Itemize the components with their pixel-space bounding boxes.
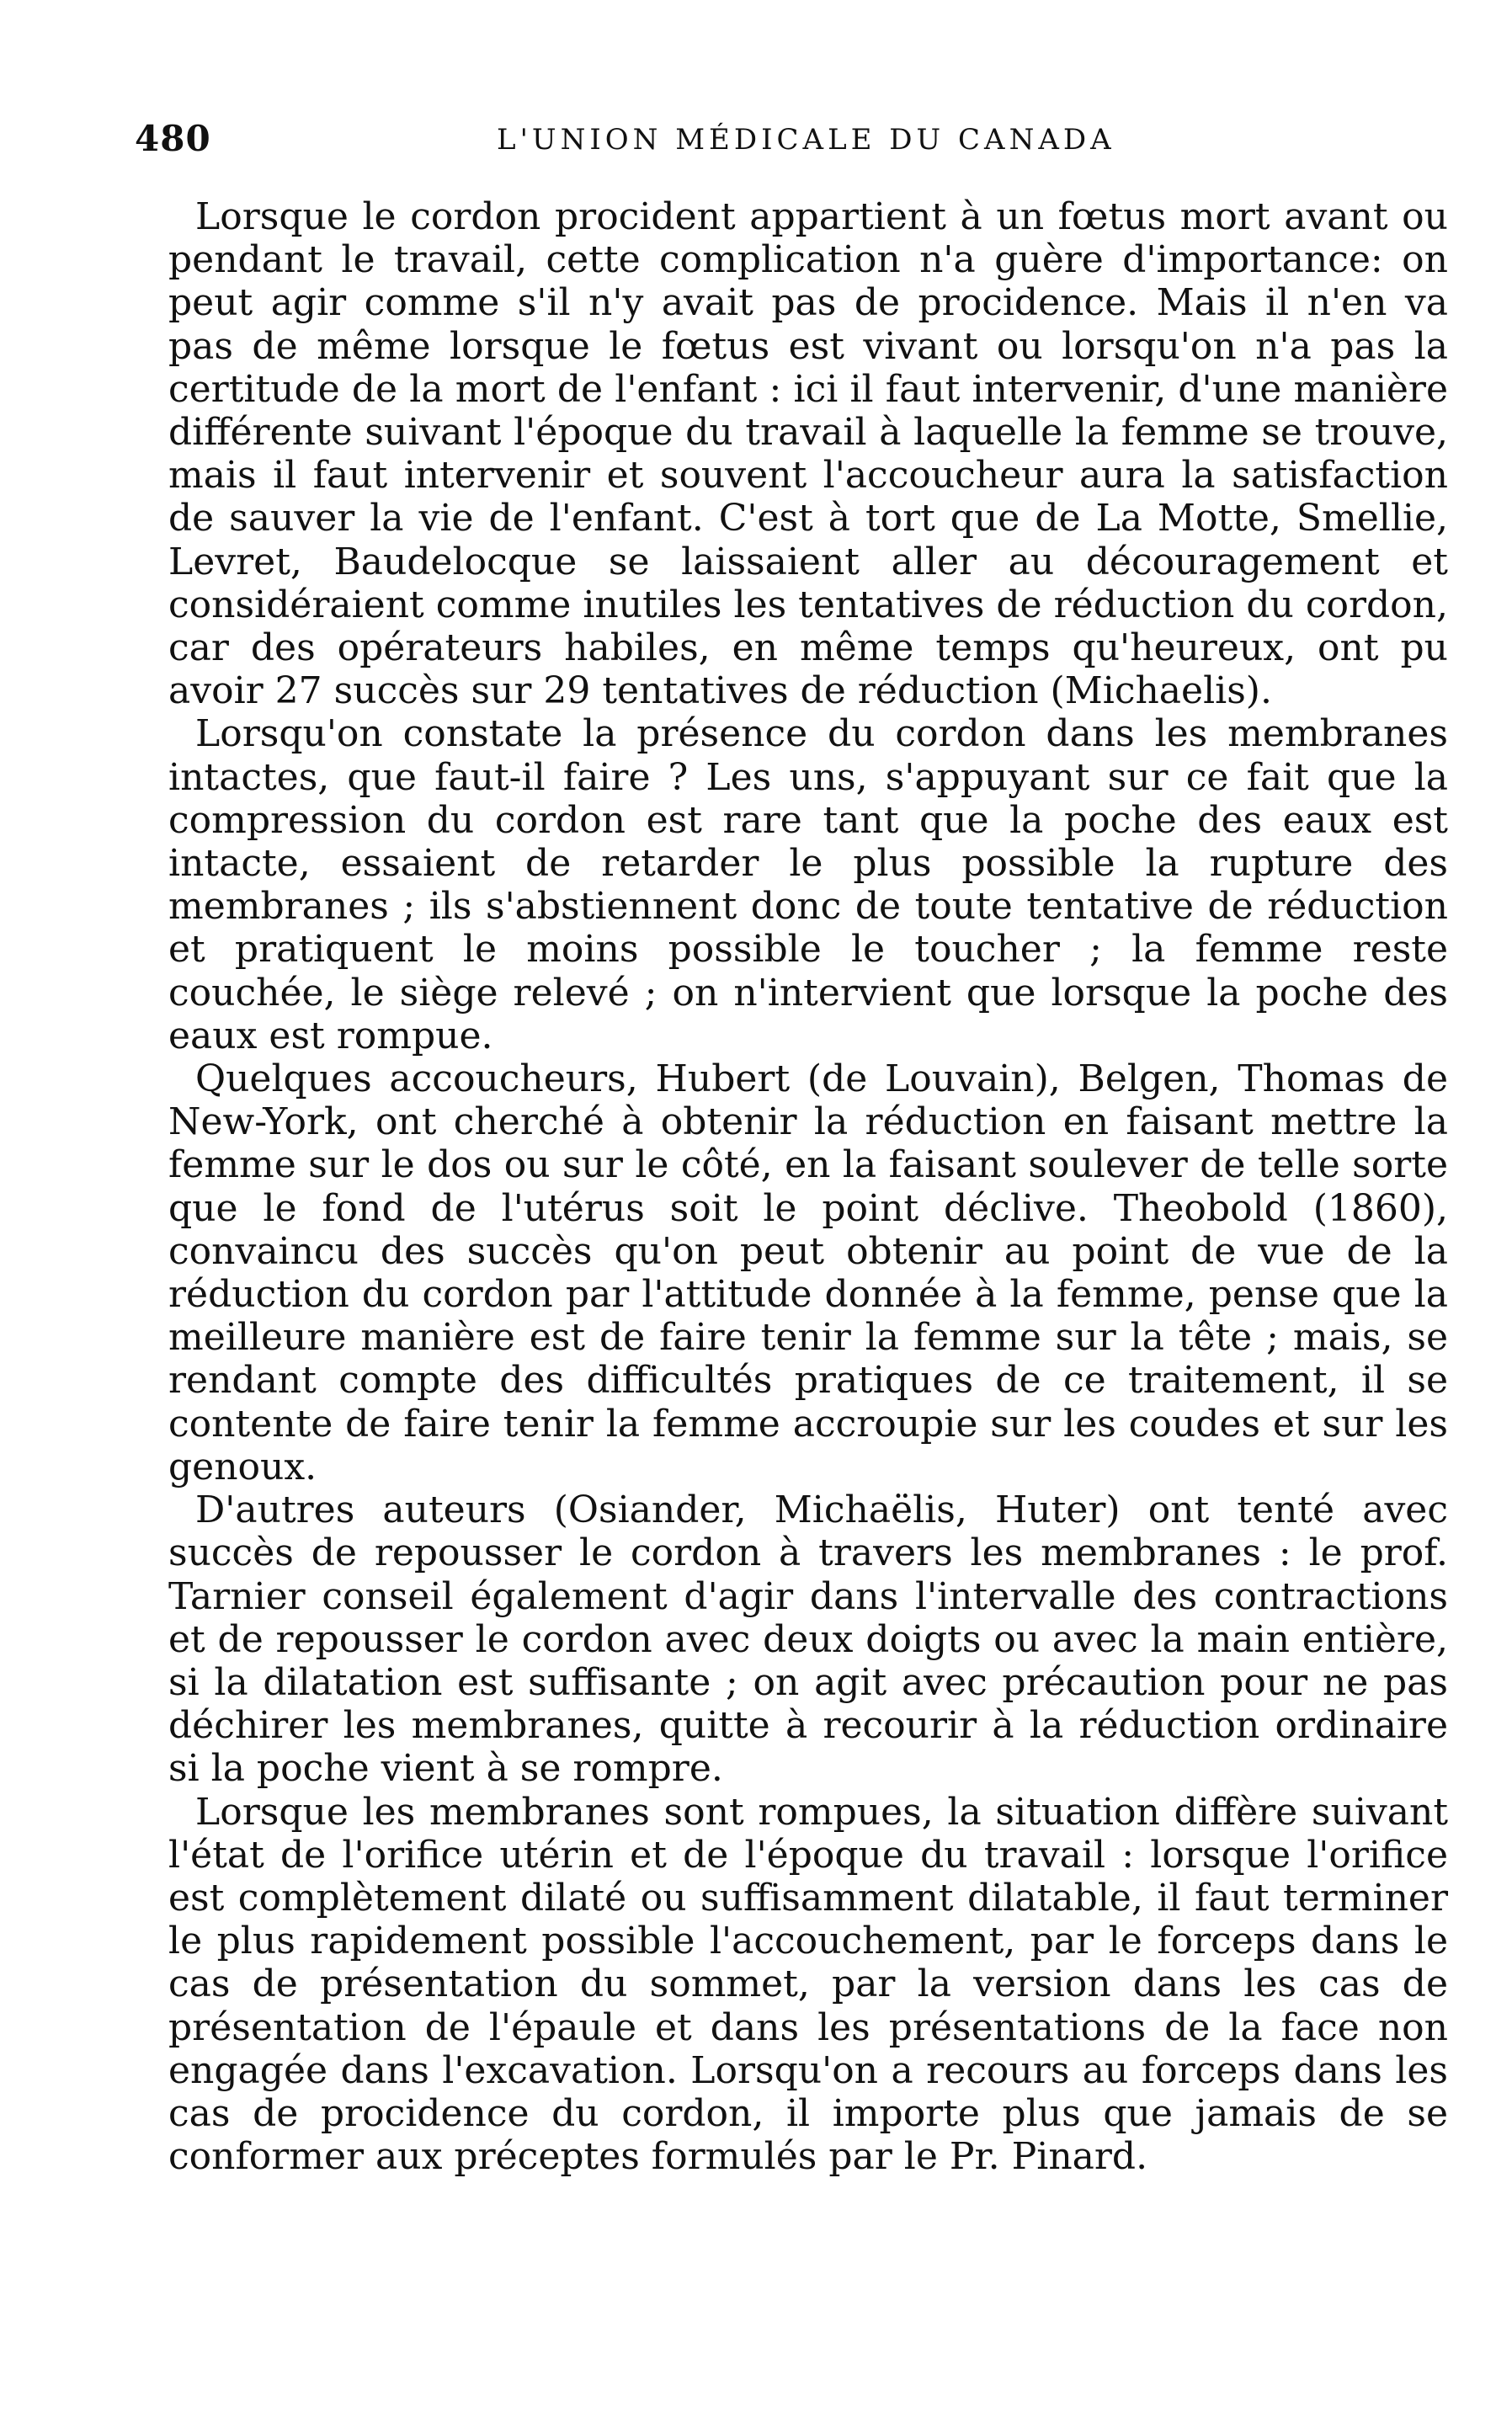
paragraph-5: Lorsque les membranes sont rompues, la situation diffère suivant l'état de l'orifice utérin et de l'époque du travail : lorsque l'orifice est complètement dilaté ou suffisamment dilatable, il faut terminer le plus rapidement possible l'accouchement, par le forceps dans le cas de présentation du sommet, par la version dans les cas de présentation de l'épaule et dans les présentations de la face non engagée dans l'excavation. Lorsqu'on a recours au forceps dans les cas de procidence du cordon, il importe plus que jamais de se conformer aux préceptes formulés par le Pr. Pinard. [168,1790,1448,2179]
page-number: 480 [135,118,211,159]
paragraph-3: Quelques accoucheurs, Hubert (de Louvain), Belgen, Thomas de New-York, ont cherché à obtenir la réduction en faisant mettre la femme sur le dos ou sur le côté, en la faisant soulever de telle sorte que le fond de l'utérus soit le point déclive. Theobold (1860), convaincu des succès qu'on peut obtenir au point de vue de la réduction du cordon par l'attitude donnée à la femme, pense que la meilleure manière est de faire tenir la femme sur la tête ; mais, se rendant compte des difficultés pratiques de ce traitement, il se contente de faire tenir la femme accroupie sur les coudes et sur les genoux. [168,1057,1448,1488]
body-text [168,195,1448,2178]
paragraph-1: Lorsque le cordon procident appartient à un fœtus mort avant ou pendant le travail, cette complication n'a guère d'importance: on peut agir comme s'il n'y avait pas de procidence. Mais il n'en va pas de même lorsque le fœtus est vivant ou lorsqu'on n'a pas la certitude de la mort de l'enfant : ici il faut intervenir, d'une manière différente suivant l'époque du travail à laquelle la femme se trouve, mais il faut intervenir et souvent l'accoucheur aura la satisfaction de sauver la vie de l'enfant. C'est à tort que de La Motte, Smellie, Levret, Baudelocque se laissaient aller au découragement et considéraient comme inutiles les tentatives de réduction du cordon, car des opérateurs habiles, en même temps qu'heureux, ont pu avoir 27 succès sur 29 tentatives de réduction (Michaelis). [168,195,1448,713]
paragraph-2: Lorsqu'on constate la présence du cordon dans les membranes intactes, que faut-il faire ? Les uns, s'appuyant sur ce fait que la compression du cordon est rare tant que la poche des eaux est intacte, essaient de retarder le plus possible la rupture des membranes ; ils s'abstiennent donc de toute tentative de réduction et pratiquent le moins possible le toucher ; la femme reste couchée, le siège relevé ; on n'intervient que lorsque la poche des eaux est rompue. [168,712,1448,1057]
page-header [135,118,1448,168]
running-title: L'UNION MÉDICALE DU CANADA [497,123,1115,157]
paragraph-4: D'autres auteurs (Osiander, Michaëlis, Huter) ont tenté avec succès de repousser le cordon à travers les membranes : le prof. Tarnier conseil également d'agir dans l'intervalle des contractions et de repousser le cordon avec deux doigts ou avec la main entière, si la dilatation est suffisante ; on agit avec précaution pour ne pas déchirer les membranes, quitte à recourir à la réduction ordinaire si la poche vient à se rompre. [168,1488,1448,1791]
